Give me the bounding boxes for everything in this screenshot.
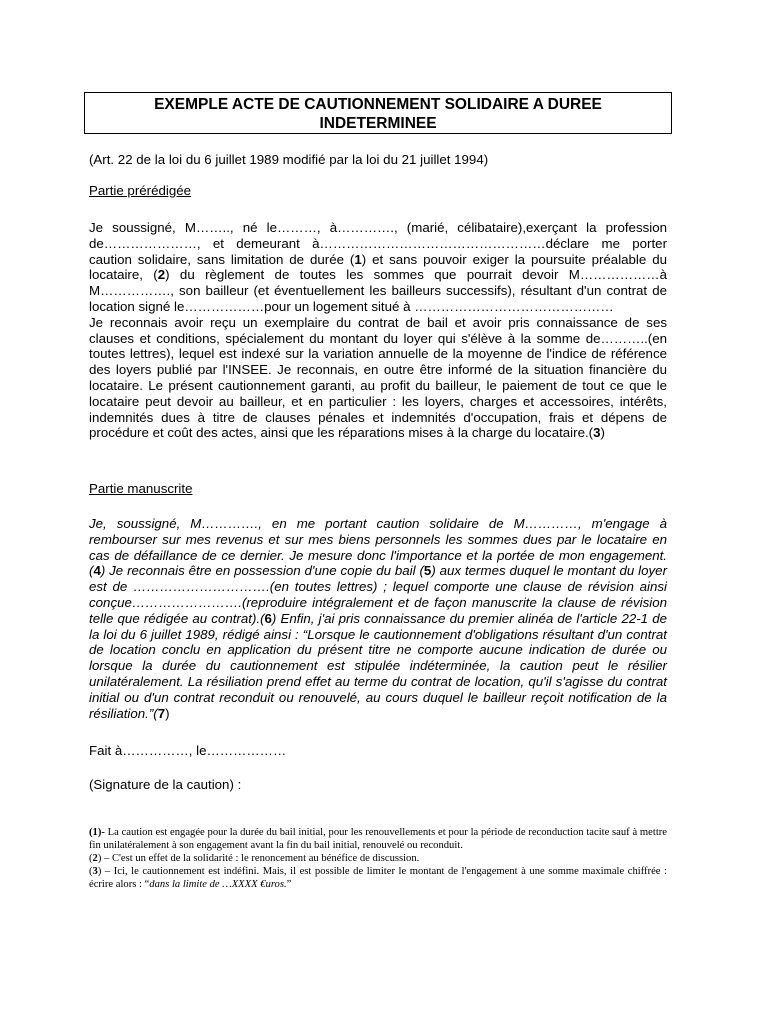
- footnote-2: (2) – C'est un effet de la solidarité : le renoncement au bénéfice de discussion.: [89, 853, 420, 864]
- manuscrite-text: [89, 516, 667, 721]
- footnote-ref-7: 7: [157, 705, 166, 721]
- footnote-ref-2: 2: [157, 267, 166, 283]
- footnote-3-end: ”: [286, 879, 292, 890]
- footnote-1-number: (1)-: [89, 827, 105, 838]
- title-line-1: EXEMPLE ACTE DE CAUTIONNEMENT SOLIDAIRE A DUREE: [154, 96, 602, 113]
- document-title: [84, 92, 672, 134]
- manuscrite-t2: ) Je reconnais être en possession d'une copie du bail (: [100, 563, 424, 579]
- preredigee-p1b: ) et sans pouvoir exiger la poursuite préalable du locataire, (: [89, 251, 667, 283]
- section-heading-manuscrite: Partie manuscrite: [89, 481, 193, 496]
- preredigee-p1a: Je soussigné, M…….., né le………, à…………., (marié, célibataire),exerçant la profession de…………………, et demeurant à……………………………………………déclare me porter caution solidaire, sans limitation de durée (: [89, 220, 667, 267]
- preredigee-text: [89, 220, 667, 441]
- signature-line: (Signature de la caution) :: [89, 777, 242, 792]
- footnote-1: [89, 826, 667, 852]
- footnote-ref-3: 3: [593, 425, 601, 441]
- footnote-ref-5: 5: [423, 563, 432, 579]
- footnote-3: (3) – Ici, le cautionnement est indéfini. Mais, il est possible de limiter le montant de l'engagement à une somme maximale chiffrée : écrire alors : “dans la limite de …XXXX €uros.”: [89, 866, 667, 890]
- footnote-2-text: ) – C'est un effet de la solidarité : le renoncement au bénéfice de discussion.: [97, 853, 420, 864]
- section-heading-preredigee: Partie prérédigée: [89, 183, 192, 198]
- footnote-3-number: 3: [92, 866, 98, 877]
- footnote-ref-4: 4: [93, 563, 101, 579]
- legal-reference: (Art. 22 de la loi du 6 juillet 1989 modifié par la loi du 21 juillet 1994): [89, 152, 489, 167]
- manuscrite-t5: ): [165, 705, 170, 721]
- preredigee-p2a: Je reconnais avoir reçu un exemplaire du contrat de bail et avoir pris connaissance de ses clauses et conditions, spécialement du montant du loyer qui s'élève à la somme de………..(en toutes lettres), lequel est indexé sur la variation annuelle de la moyenne de l'indice de référence des loyers publié par l'INSEE. Je reconnais, en outre être informé de la situation financière du locataire. Le présent cautionnement garanti, au profit du bailleur, le paiement de tout ce que le locataire peut devoir au bailleur, et en particulier : les loyers, charges et accessoires, intérêts, indemnités dues à titre de clauses pénales et indemnités d'occupation, frais et dépens de procédure et coût des actes, ainsi que les réparations mises à la charge du locataire.(: [89, 314, 667, 441]
- manuscrite-t3: ) aux termes duquel le montant du loyer est de ………………………….(en toutes lettres) ; lequel comporte une clause de révision ainsi conçue…………………….(reproduire intégralement et de façon manuscrite la clause de révision telle que rédigée au contrat).(: [89, 563, 667, 626]
- footnotes: [89, 826, 667, 891]
- title-line-2: INDETERMINEE: [319, 115, 437, 132]
- manuscrite-t1: Je, soussigné, M…………., en me portant caution solidaire de M…………, m'engage à rembourser sur mes revenus et sur mes biens personnels les sommes dues par le locataire en cas de défaillance de ce dernier. Je mesure donc l'importance et la portée de mon engagement.(: [89, 516, 667, 579]
- footnote-3-text: ) – Ici, le cautionnement est indéfini. Mais, il est possible de limiter le montant de l'engagement à une somme maximale chiffrée : écrire alors : “: [89, 866, 667, 890]
- footnote-ref-1: 1: [354, 251, 362, 267]
- footnote-2-number: 2: [92, 853, 98, 864]
- footnote-ref-6: 6: [264, 610, 272, 626]
- manuscrite-t4: ) Enfin, j'ai pris connaissance du premier alinéa de l'article 22-1 de la loi du 6 juillet 1989, rédigé ainsi : “Lorsque le cautionnement d'obligations résultant d'un contrat de location conclu en application du présent titre ne comporte aucune indication de durée ou lorsque la durée du cautionnement est stipulée indéterminée, la caution peut le résilier unilatéralement. La résiliation prend effet au terme du contrat de location, qu'il s'agisse du contrat initial ou d'un contrat reconduit ou renouvelé, au cours duquel le bailleur reçoit notification de la résiliation.”(: [89, 610, 667, 721]
- footnote-3-italic: dans la limite de …XXXX €uros.: [149, 879, 287, 890]
- preredigee-p2b: ): [600, 425, 605, 441]
- preredigee-p1c: ) du règlement de toutes les sommes que pourrait devoir M………………à M……………., son bailleur (et éventuellement les bailleurs successifs), résultant d'un contrat de location signé le………………pour un logement situé à ………………………………………: [89, 267, 667, 314]
- fait-a-line: Fait à……………, le………………: [89, 743, 287, 758]
- footnote-1-text: La caution est engagée pour la durée du bail initial, pour les renouvellements et pour la période de reconduction tacite sauf à mettre fin unilatéralement à son engagement avant la fin du bail initial, renouvelé ou reconduit.: [89, 827, 667, 851]
